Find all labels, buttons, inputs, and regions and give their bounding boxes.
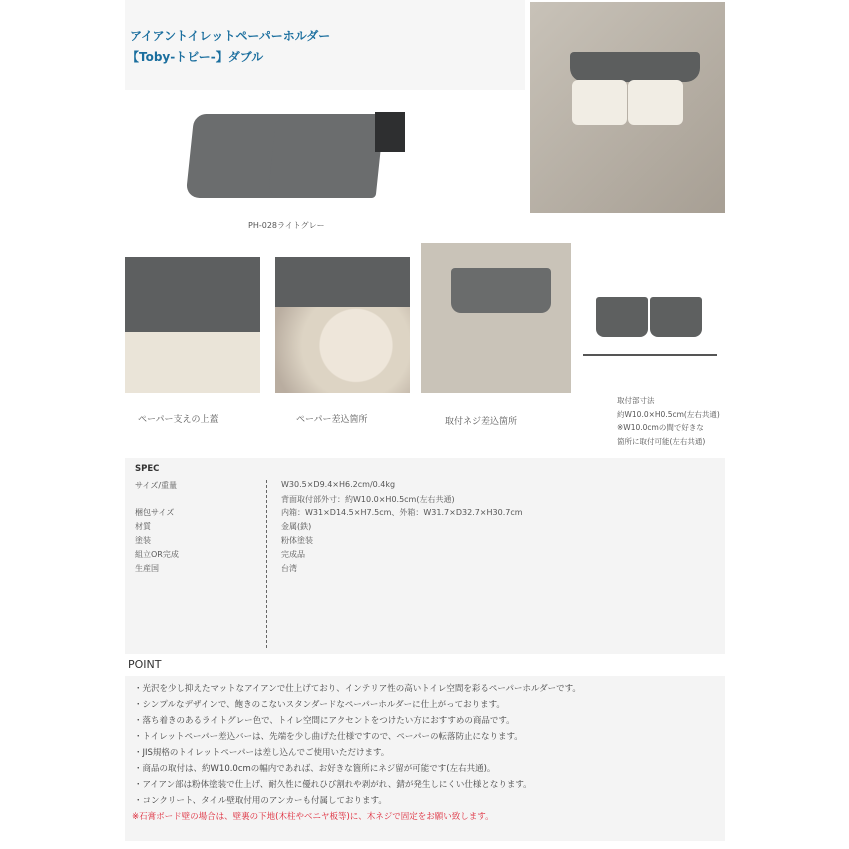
point-section bbox=[125, 676, 725, 841]
point-item: ・落ち着きのあるライトグレー色で、トイレ空間にアクセントをつけたい方におすすめの商品です。 bbox=[134, 716, 515, 726]
caption-insert: ペーパー差込箇所 bbox=[296, 415, 368, 425]
dimension-diagram bbox=[578, 292, 722, 372]
product-subtitle: 【Toby-トビー-】ダブル bbox=[127, 50, 264, 64]
spec-label: サイズ/重量 bbox=[135, 481, 178, 490]
spec-heading: SPEC bbox=[135, 464, 160, 474]
mount-info bbox=[617, 394, 720, 448]
spec-value: W30.5×D9.4×H6.2cm/0.4kg bbox=[281, 480, 396, 489]
spec-value: 背面取付部外寸：約W10.0×H0.5cm(左右共通) bbox=[281, 495, 455, 504]
spec-label: 塗装 bbox=[135, 536, 151, 545]
product-caption: PH-028ライトグレー bbox=[248, 221, 325, 230]
caption-screw: 取付ネジ差込箇所 bbox=[445, 417, 518, 427]
installed-photo bbox=[530, 2, 725, 213]
title-band bbox=[125, 0, 525, 90]
point-item: ・光沢を少し抑えたマットなアイアンで仕上げており、インテリア性の高いトイレ空間を彩るペーパーホルダーです。 bbox=[134, 684, 581, 694]
mount-info-line: 取付部寸法 bbox=[617, 396, 655, 405]
detail-photo-screw bbox=[421, 243, 571, 393]
spec-label: 組立OR完成 bbox=[135, 550, 179, 559]
spec-value: 内箱：W31×D14.5×H7.5cm、外箱：W31.7×D32.7×H30.7cm bbox=[281, 508, 523, 517]
spec-value: 完成品 bbox=[281, 550, 305, 559]
spec-value: 金属(鉄) bbox=[281, 522, 312, 531]
spec-divider bbox=[266, 480, 267, 648]
detail-photo-insert bbox=[275, 257, 410, 393]
spec-section bbox=[125, 458, 725, 654]
product-image bbox=[190, 112, 405, 202]
spec-label: 材質 bbox=[135, 522, 151, 531]
point-item: ・商品の取付は、約W10.0cmの幅内であれば、お好きな箇所にネジ留が可能です(左右共通)。 bbox=[134, 764, 496, 774]
point-heading: POINT bbox=[128, 658, 162, 671]
mount-info-line: ※W10.0cmの間で好きな bbox=[617, 423, 704, 432]
point-item: ・トイレットペーパー差込バーは、先端を少し曲げた仕様ですので、ペーパーの転落防止になります。 bbox=[134, 732, 523, 742]
mount-info-line: 箇所に取付可能(左右共通) bbox=[617, 436, 706, 446]
point-note: ※石膏ボード壁の場合は、壁裏の下地(木柱やベニヤ板等)に、木ネジで固定をお願い致します。 bbox=[132, 812, 494, 822]
spec-label: 生産国 bbox=[135, 564, 159, 573]
point-item: ・シンプルなデザインで、飽きのこないスタンダードなペーパーホルダーに仕上がっております。 bbox=[134, 700, 505, 710]
point-item: ・JIS規格のトイレットペーパーは差し込んでご使用いただけます。 bbox=[134, 748, 390, 758]
product-title: アイアントイレットペーパーホルダー bbox=[130, 29, 331, 43]
point-item: ・アイアン部は粉体塗装で仕上げ、耐久性に優れひび割れや剥がれ、錆が発生しにくい仕様となります。 bbox=[134, 780, 532, 790]
detail-photo-lid bbox=[125, 257, 260, 393]
spec-label: 梱包サイズ bbox=[135, 508, 175, 517]
caption-lid: ペーパー支えの上蓋 bbox=[138, 415, 219, 425]
mount-info-line: 約W10.0×H0.5cm(左右共通) bbox=[617, 409, 720, 419]
spec-value: 台湾 bbox=[281, 564, 297, 573]
spec-value: 粉体塗装 bbox=[281, 536, 313, 545]
point-item: ・コンクリート、タイル壁取付用のアンカーも付属しております。 bbox=[134, 796, 387, 806]
